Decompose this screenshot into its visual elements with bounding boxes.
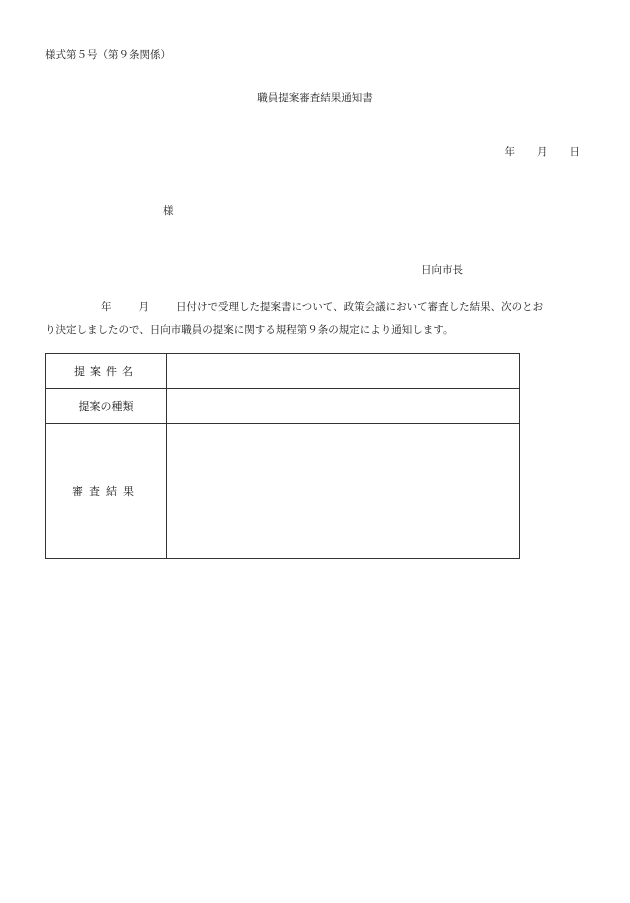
date-year-label: 年 [504, 146, 515, 158]
date-line [505, 144, 581, 159]
body-year-label: 年 [101, 301, 112, 313]
date-day-label: 日 [569, 146, 580, 158]
table-label-cell [46, 354, 167, 389]
table-label-cell [46, 389, 167, 424]
body-line1-text: 日付けで受理した提案書について、政策会議において審査した結果、次のとお [176, 301, 544, 313]
table-row [46, 424, 520, 559]
addressee-suffix: 様 [163, 205, 174, 217]
proposal-type-label: 提案の種類 [78, 400, 134, 413]
notice-body-line-2: り決定しましたので、日向市職員の提案に関する規程第９条の規定により通知します。 [45, 324, 454, 336]
date-month-label: 月 [537, 146, 548, 158]
form-number: 様式第５号（第９条関係） [45, 49, 171, 61]
body-month-label: 月 [138, 301, 149, 313]
issuer-name: 日向市長 [421, 264, 463, 276]
proposal-name-field[interactable] [167, 354, 520, 389]
review-result-table [45, 353, 520, 559]
review-result-label: 審査結果 [72, 485, 140, 498]
table-row [46, 389, 520, 424]
review-result-field[interactable] [167, 424, 520, 559]
notice-body [45, 296, 585, 342]
table-label-cell [46, 424, 167, 559]
notice-body-line-1 [45, 296, 585, 319]
proposal-name-label: 提案件名 [74, 365, 138, 378]
document-title: 職員提案審査結果通知書 [257, 92, 373, 104]
table-row [46, 354, 520, 389]
proposal-type-field[interactable] [167, 389, 520, 424]
